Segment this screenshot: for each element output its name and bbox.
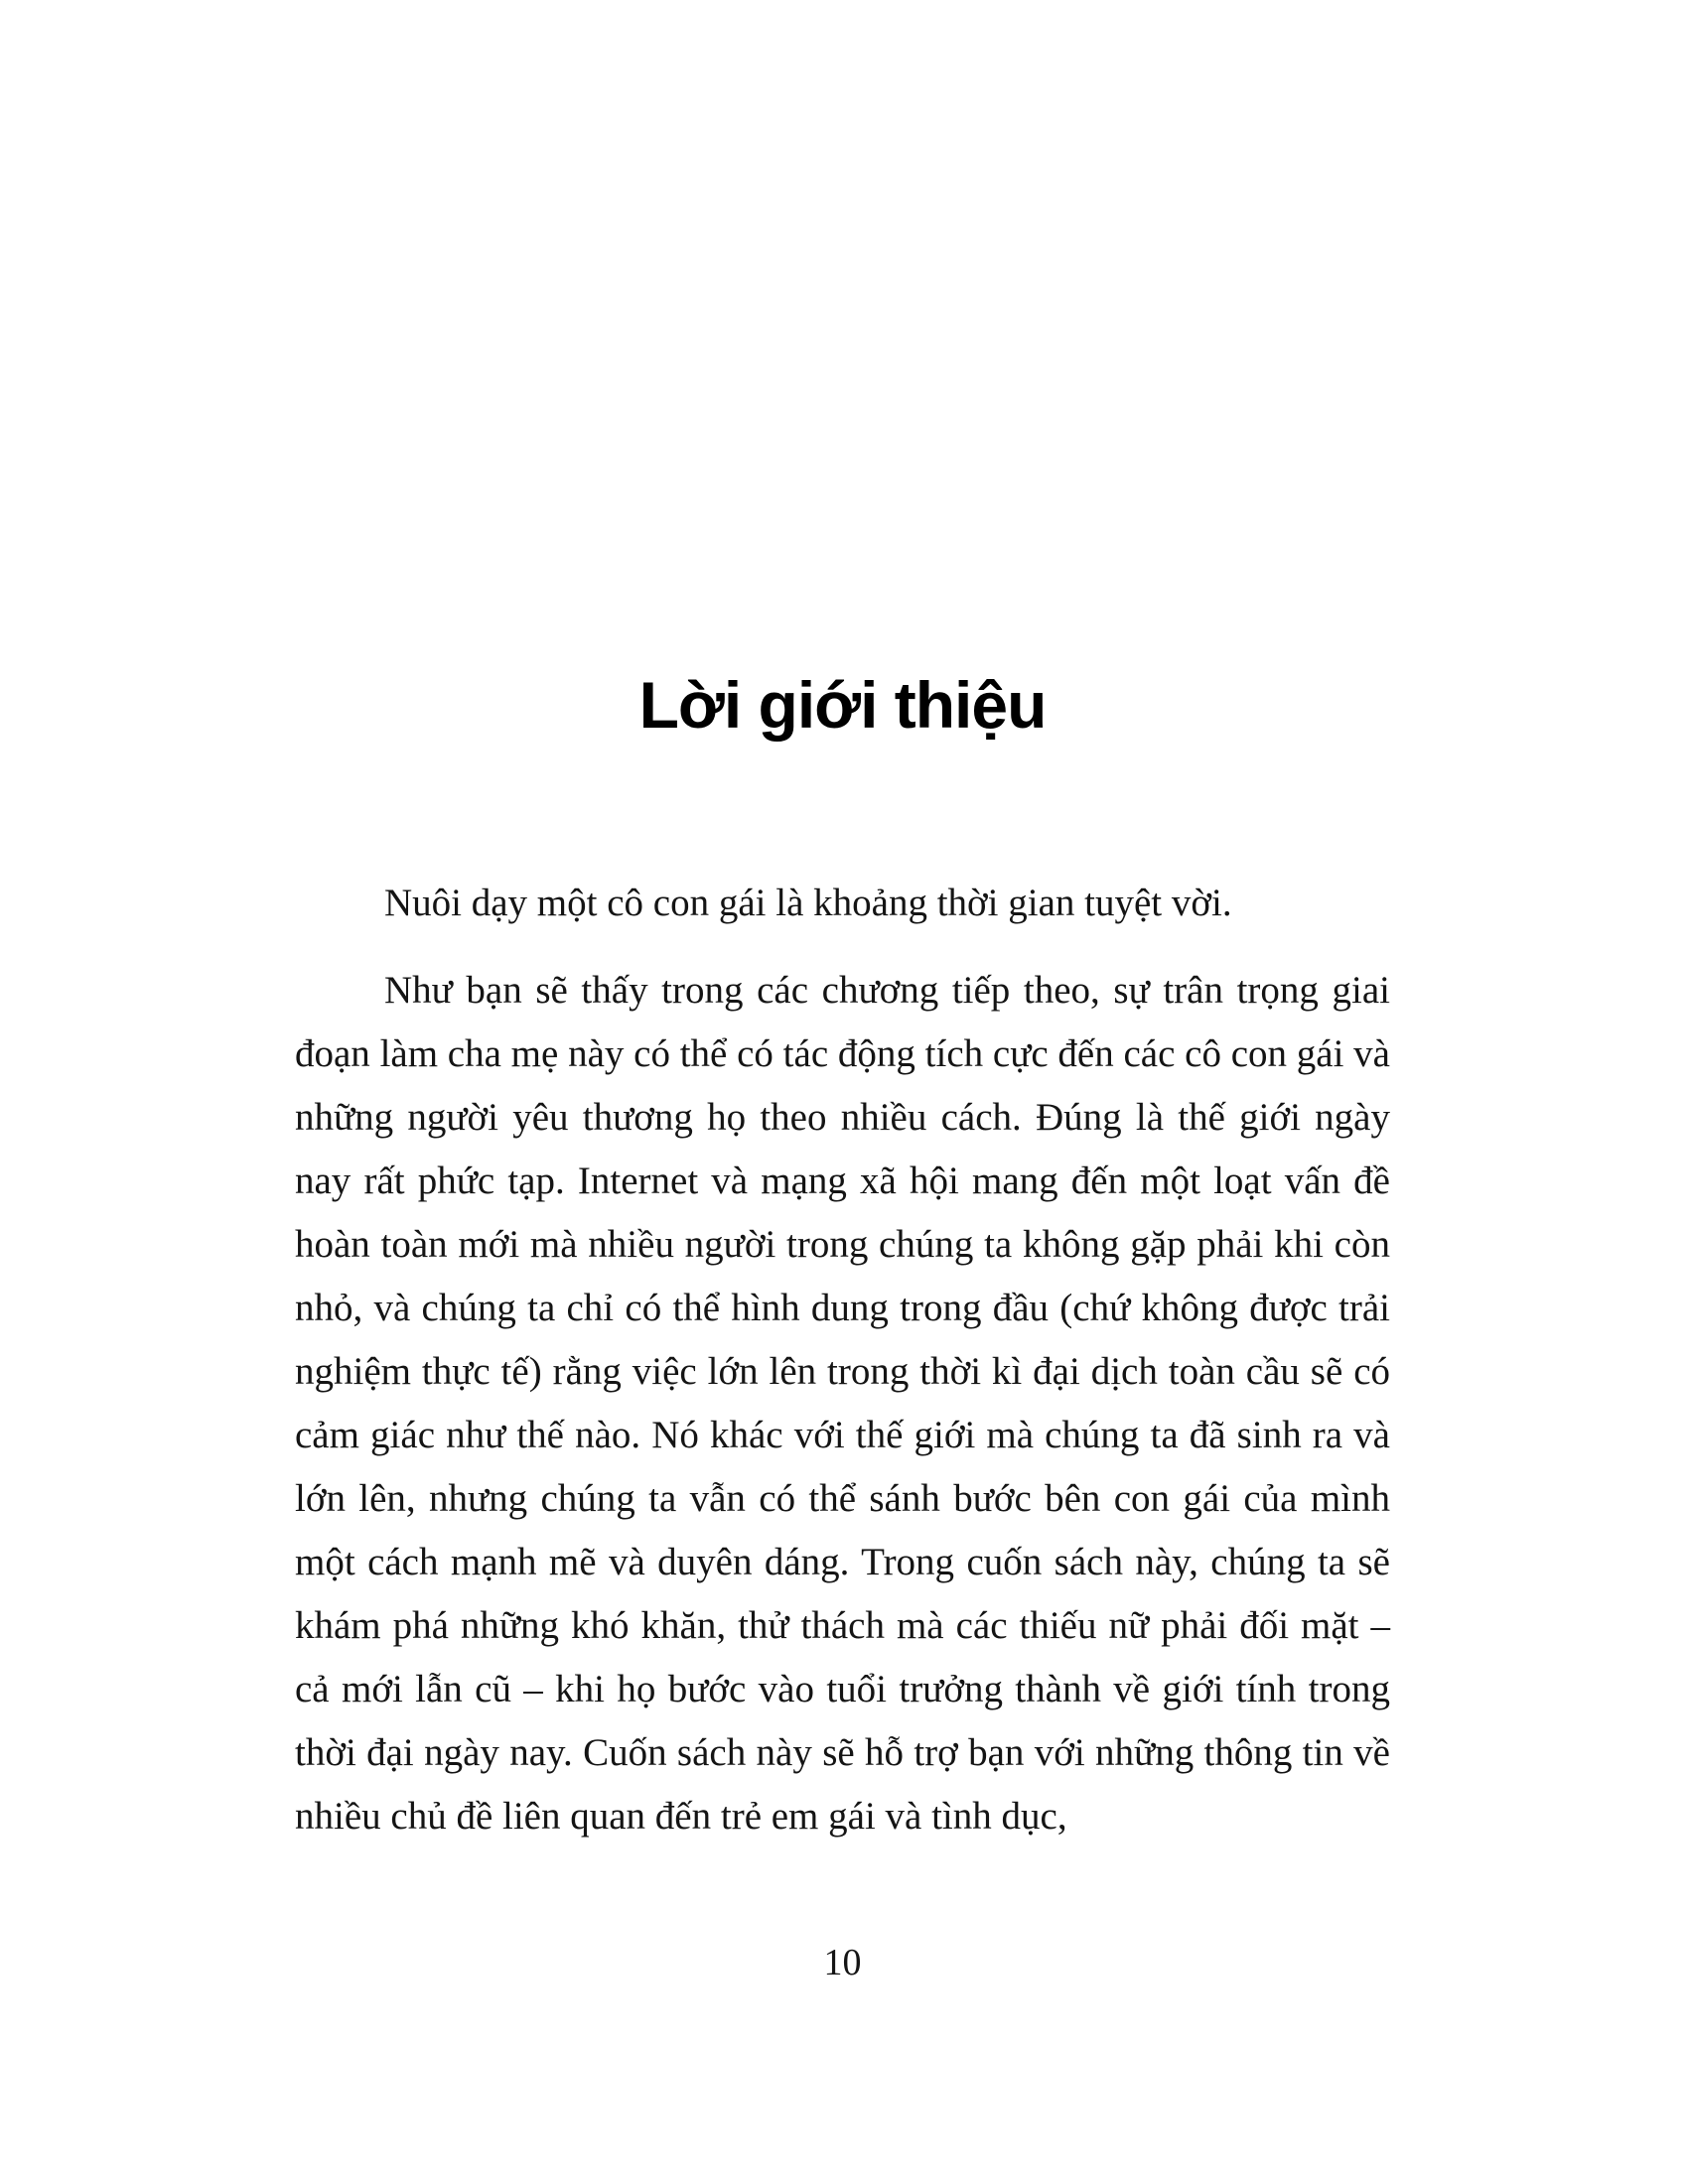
paragraph-intro: Nuôi dạy một cô con gái là khoảng thời gian tuyệt vời. — [384, 882, 1232, 924]
chapter-title: Lời giới thiệu — [638, 668, 1047, 742]
page-number: 10 — [823, 1942, 862, 1983]
body-text-block — [295, 872, 1390, 1872]
paragraph-main: Như bạn sẽ thấy trong các chương tiếp theo, sự trân trọng giai đoạn làm cha mẹ này có thể có tác động tích cực đến các cô con gái và những người yêu thương họ theo nhiều cách. Đúng là thế giới ngày nay rất phức tạp. Internet và mạng xã hội mang đến một loạt vấn đề hoàn toàn mới mà nhiều người trong chúng ta không gặp phải khi còn nhỏ, và chúng ta chỉ có thể hình dung trong đầu (chứ không được trải nghiệm thực tế) rằng việc lớn lên trong thời kì đại dịch toàn cầu sẽ có cảm giác như thế nào. Nó khác với thế giới mà chúng ta đã sinh ra và lớn lên, nhưng chúng ta vẫn có thể sánh bước bên con gái của mình một cách mạnh mẽ và duyên dáng. Trong cuốn sách này, chúng ta sẽ khám phá những khó khăn, thử thách mà các thiếu nữ phải đối mặt – cả mới lẫn cũ – khi họ bước vào tuổi trưởng thành về giới tính trong thời đại ngày nay. Cuốn sách này sẽ hỗ trợ bạn với những thông tin về nhiều chủ đề liên quan đến trẻ em gái và tình dục, — [295, 969, 1390, 1838]
